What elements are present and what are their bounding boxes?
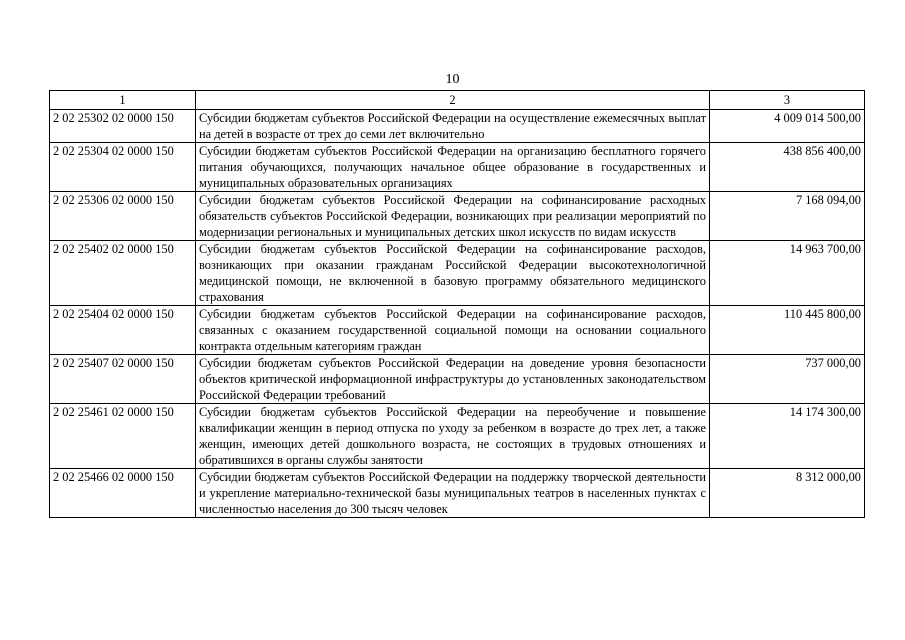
amount-cell: 7 168 094,00 (710, 192, 865, 241)
column-header-sum: 3 (710, 91, 865, 110)
page-number: 10 (445, 72, 460, 87)
budget-code-cell: 2 02 25407 02 0000 150 (50, 355, 196, 404)
budget-code-cell: 2 02 25402 02 0000 150 (50, 241, 196, 306)
table-row (50, 469, 865, 518)
subsidy-name-cell: Субсидии бюджетам субъектов Российской Федерации на переобучение и повышение квалификации женщин в период отпуска по уходу за ребенком в возрасте до трех лет, а также женщин, имеющих детей дошкольного возраста, не состоящих в трудовых отношениях и обратившихся в органы службы занятости (196, 404, 710, 469)
table-row (50, 143, 865, 192)
table-row (50, 192, 865, 241)
amount-cell: 110 445 800,00 (710, 306, 865, 355)
amount-cell: 737 000,00 (710, 355, 865, 404)
table-row (50, 355, 865, 404)
table-row (50, 241, 865, 306)
budget-code-cell: 2 02 25404 02 0000 150 (50, 306, 196, 355)
amount-cell: 438 856 400,00 (710, 143, 865, 192)
amount-cell: 4 009 014 500,00 (710, 110, 865, 143)
budget-code-cell: 2 02 25304 02 0000 150 (50, 143, 196, 192)
subsidy-name-cell: Субсидии бюджетам субъектов Российской Федерации на доведение уровня безопасности объектов критической информационной инфраструктуры до установленных законодательством Российской Федерации требований (196, 355, 710, 404)
column-header-code: 1 (50, 91, 196, 110)
column-header-name: 2 (196, 91, 710, 110)
amount-cell: 14 963 700,00 (710, 241, 865, 306)
table-row (50, 110, 865, 143)
budget-code-cell: 2 02 25306 02 0000 150 (50, 192, 196, 241)
subsidy-name-cell: Субсидии бюджетам субъектов Российской Федерации на осуществление ежемесячных выплат на детей в возрасте от трех до семи лет включительно (196, 110, 710, 143)
subsidy-name-cell: Субсидии бюджетам субъектов Российской Федерации на софинансирование расходов, возникающих при оказании гражданам Российской Федерации высокотехнологичной медицинской помощи, не включенной в базовую программу обязательного медицинского страхования (196, 241, 710, 306)
budget-code-cell: 2 02 25302 02 0000 150 (50, 110, 196, 143)
budget-code-cell: 2 02 25466 02 0000 150 (50, 469, 196, 518)
subsidy-name-cell: Субсидии бюджетам субъектов Российской Федерации на софинансирование расходных обязательств субъектов Российской Федерации, возникающих при реализации мероприятий по модернизации региональных и муниципальных детских школ искусств по видам искусств (196, 192, 710, 241)
table-header-row (50, 91, 865, 110)
table-row (50, 404, 865, 469)
subsidy-name-cell: Субсидии бюджетам субъектов Российской Федерации на софинансирование расходов, связанных с оказанием государственной социальной помощи на основании социального контракта отдельным категориям граждан (196, 306, 710, 355)
subsidy-name-cell: Субсидии бюджетам субъектов Российской Федерации на организацию бесплатного горячего питания обучающихся, получающих начальное общее образование в государственных и муниципальных образовательных организациях (196, 143, 710, 192)
subsidy-name-cell: Субсидии бюджетам субъектов Российской Федерации на поддержку творческой деятельности и укрепление материально-технической базы муниципальных театров в населенных пунктах с численностью населения до 300 тысяч человек (196, 469, 710, 518)
amount-cell: 8 312 000,00 (710, 469, 865, 518)
amount-cell: 14 174 300,00 (710, 404, 865, 469)
budget-revenue-table (49, 90, 865, 518)
budget-code-cell: 2 02 25461 02 0000 150 (50, 404, 196, 469)
table-row (50, 306, 865, 355)
